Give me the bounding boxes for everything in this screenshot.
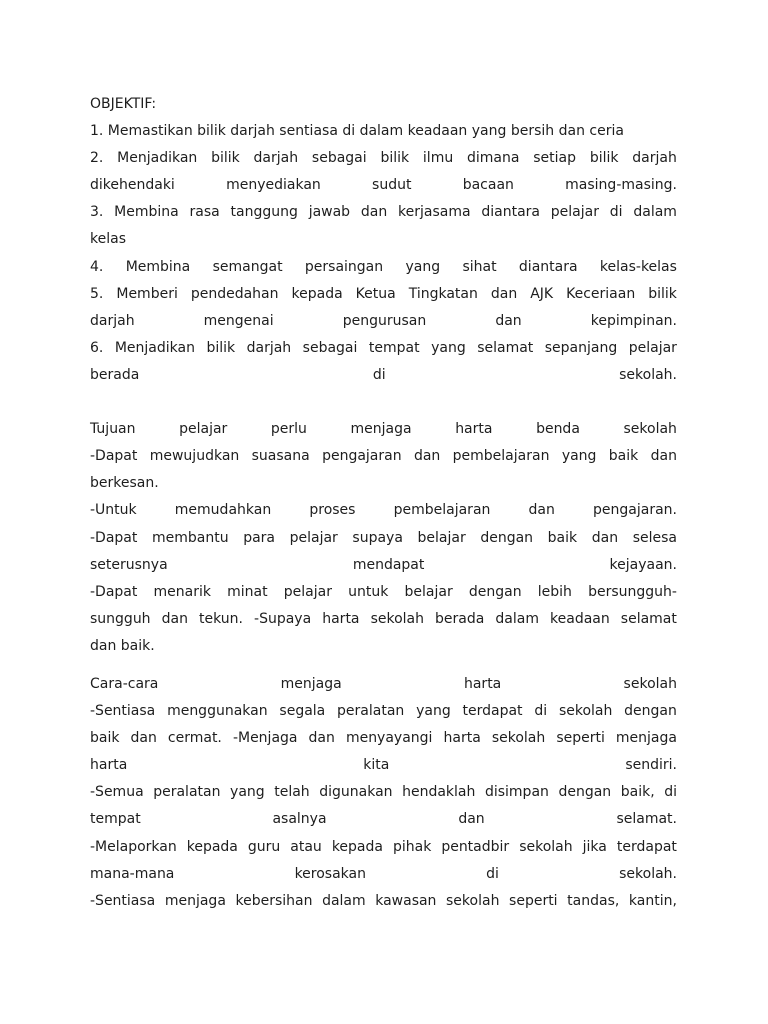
word: harta	[90, 757, 128, 774]
word: -Dapat	[90, 448, 138, 465]
word: sekolah	[370, 610, 424, 627]
word: menjaga	[164, 892, 226, 909]
word: sekolah	[623, 675, 677, 692]
word: -Supaya	[254, 610, 312, 627]
word: dan	[130, 730, 157, 747]
word: sekolah	[623, 421, 677, 438]
word: menyayangi	[345, 730, 433, 747]
text-line	[90, 752, 677, 779]
word: -Semua	[90, 784, 144, 801]
word: suasana	[251, 448, 310, 465]
text-line	[90, 443, 677, 470]
word: seperti	[556, 730, 605, 747]
word: pelajar	[550, 204, 599, 221]
word: dan	[495, 312, 522, 329]
word: kawasan	[375, 892, 437, 909]
word: dan	[591, 529, 619, 546]
text-line	[90, 172, 677, 199]
word: Cara-cara	[90, 675, 159, 692]
word: pendedahan	[190, 285, 279, 302]
word: jika	[582, 838, 607, 855]
text-line: 1. Memastikan bilik darjah sentiasa di dalam keadaan yang bersih dan ceria	[90, 123, 624, 140]
word: kepada	[291, 285, 343, 302]
word: supaya	[352, 529, 403, 546]
word: sekolah	[491, 730, 546, 747]
word: tempat	[90, 811, 141, 828]
word: sekolah	[446, 892, 500, 909]
word: -Sentiasa	[90, 703, 156, 720]
word: selamat.	[616, 811, 677, 828]
word: dan	[650, 448, 677, 465]
word: kepada	[186, 838, 238, 855]
word: dalam	[322, 892, 366, 909]
word: sebagai	[302, 339, 358, 356]
word: dan	[360, 204, 388, 221]
word: tanggung	[230, 204, 298, 221]
word: pembelajaran	[393, 502, 491, 519]
word: dan	[490, 285, 518, 302]
text-line	[90, 281, 677, 308]
word: -Untuk	[90, 502, 137, 519]
cara-section	[90, 671, 677, 915]
word: seterusnya	[90, 556, 168, 573]
word: sendiri.	[625, 757, 677, 774]
word: asalnya	[272, 811, 327, 828]
word: kepada	[331, 838, 383, 855]
word: sekolah	[519, 838, 573, 855]
word: menjaga	[350, 421, 412, 438]
text-line	[90, 861, 677, 888]
word: bilik	[648, 285, 677, 302]
word: bacaan	[462, 177, 514, 194]
word: disimpan	[484, 784, 549, 801]
word: kepimpinan.	[590, 312, 677, 329]
word: yang	[405, 258, 441, 275]
word: pelajar	[283, 583, 332, 600]
word: menjaga	[615, 730, 677, 747]
word: segala	[279, 703, 326, 720]
word: baik,	[620, 784, 655, 801]
word: digunakan	[319, 784, 393, 801]
word: darjah	[90, 312, 135, 329]
word: kelas-kelas	[599, 258, 677, 275]
word: dan	[458, 811, 485, 828]
word: telah	[274, 784, 310, 801]
word: harta	[322, 610, 360, 627]
word: proses	[309, 502, 356, 519]
word: dan	[308, 730, 335, 747]
word: setiap	[533, 150, 577, 167]
text-line: OBJEKTIF:	[90, 96, 157, 112]
word: hendaklah	[402, 784, 476, 801]
word: darjah	[632, 150, 677, 167]
word: -Melaporkan	[90, 838, 177, 855]
text-line: dan baik.	[90, 637, 155, 654]
word: membantu	[151, 529, 229, 546]
word: untuk	[348, 583, 389, 600]
word: sekolah	[558, 703, 613, 720]
word: 2.	[90, 150, 104, 167]
word: peralatan	[153, 784, 221, 801]
text-line	[90, 497, 677, 524]
word: ilmu	[422, 150, 454, 167]
word: menyediakan	[226, 177, 321, 194]
word: yang	[230, 784, 265, 801]
word: dalam	[633, 204, 677, 221]
word: di	[486, 865, 499, 882]
word: kita	[363, 757, 390, 774]
word: tempat	[368, 339, 420, 356]
word: bilik	[206, 339, 236, 356]
word: sebagai	[311, 150, 367, 167]
word: selamat	[477, 339, 534, 356]
word: harta	[463, 675, 502, 692]
word: belajar	[404, 583, 453, 600]
section-spacer	[90, 660, 677, 671]
text-line	[90, 335, 677, 362]
word: -Menjaga	[232, 730, 298, 747]
text-line	[90, 579, 677, 606]
word: Tingkatan	[408, 285, 478, 302]
word: sekolah.	[619, 865, 677, 882]
word: selamat	[620, 610, 677, 627]
word: dikehendaki	[90, 177, 175, 194]
word: seperti	[509, 892, 558, 909]
word: Membina	[114, 204, 179, 221]
word: kerjasama	[398, 204, 471, 221]
word: mewujudkan	[149, 448, 240, 465]
word: pelajar	[179, 421, 228, 438]
word: Tujuan	[90, 421, 136, 438]
word: dengan	[480, 529, 534, 546]
word: kerosakan	[294, 865, 366, 882]
word: 4.	[90, 258, 104, 275]
text-line	[90, 308, 677, 335]
word: terdapat	[462, 703, 523, 720]
word: Memberi	[116, 285, 178, 302]
word: mana-mana	[90, 865, 175, 882]
word: dan	[528, 502, 555, 519]
word: AJK	[530, 285, 554, 302]
word: menjaga	[280, 675, 342, 692]
word: baik	[608, 448, 639, 465]
word: belajar	[417, 529, 466, 546]
word: di	[609, 204, 623, 221]
word: para	[243, 529, 275, 546]
word: semangat	[212, 258, 283, 275]
word: pihak	[392, 838, 432, 855]
word: peralatan	[337, 703, 405, 720]
word: keadaan	[550, 610, 610, 627]
section-spacer	[90, 389, 677, 416]
word: sungguh	[90, 610, 151, 627]
word: mendapat	[352, 556, 425, 573]
word: yang	[561, 448, 597, 465]
word: dengan	[468, 583, 522, 600]
word: memudahkan	[174, 502, 272, 519]
text-line	[90, 552, 677, 579]
word: sepanjang	[544, 339, 618, 356]
word: Menjadikan	[114, 339, 195, 356]
word: mengenai	[203, 312, 274, 329]
word: 6.	[90, 339, 104, 356]
text-line	[90, 698, 677, 725]
word: sudut	[372, 177, 412, 194]
word: yang	[431, 339, 466, 356]
word: dengan	[558, 784, 612, 801]
word: Keceriaan	[566, 285, 636, 302]
word: dan	[413, 448, 441, 465]
word: persaingan	[304, 258, 384, 275]
document-page	[90, 91, 677, 915]
word: jawab	[308, 204, 351, 221]
word: dimana	[467, 150, 520, 167]
text-line	[90, 254, 677, 281]
word: rasa	[189, 204, 220, 221]
word: berada	[90, 366, 140, 383]
text-line: kelas	[90, 231, 126, 248]
word: harta	[443, 730, 481, 747]
word: pentadbir	[441, 838, 510, 855]
word: minat	[227, 583, 268, 600]
objektif-section	[90, 91, 677, 389]
word: menggunakan	[167, 703, 268, 720]
text-line	[90, 525, 677, 552]
tujuan-section	[90, 416, 677, 660]
text-line	[90, 725, 677, 752]
text-line	[90, 779, 677, 806]
word: 5.	[90, 285, 104, 302]
word: berada	[435, 610, 485, 627]
word: dengan	[624, 703, 677, 720]
word: darjah	[246, 339, 292, 356]
word: benda	[536, 421, 580, 438]
text-line	[90, 806, 677, 833]
text-line	[90, 888, 677, 915]
word: kejayaan.	[609, 556, 677, 573]
word: bilik	[380, 150, 410, 167]
word: bersungguh-	[588, 583, 677, 600]
word: lebih	[537, 583, 572, 600]
word: yang	[416, 703, 451, 720]
word: dan	[161, 610, 188, 627]
word: di	[372, 366, 386, 383]
word: pengajaran.	[593, 502, 677, 519]
word: sekolah.	[619, 366, 677, 383]
text-line	[90, 671, 677, 698]
word: pelajar	[628, 339, 677, 356]
word: baik	[90, 730, 120, 747]
text-line	[90, 199, 677, 226]
text-line	[90, 362, 677, 389]
word: kebersihan	[235, 892, 313, 909]
word: masing-masing.	[565, 177, 677, 194]
word: -Sentiasa	[90, 892, 156, 909]
word: Membina	[125, 258, 191, 275]
word: -Dapat	[90, 583, 138, 600]
word: tekun.	[199, 610, 243, 627]
word: kantin,	[628, 892, 677, 909]
word: 3.	[90, 204, 104, 221]
word: diantara	[518, 258, 578, 275]
word: -Dapat	[90, 529, 138, 546]
word: pembelajaran	[452, 448, 550, 465]
word: atau	[290, 838, 322, 855]
word: harta	[455, 421, 493, 438]
word: guru	[247, 838, 281, 855]
word: bilik	[211, 150, 240, 167]
word: menarik	[153, 583, 211, 600]
text-line	[90, 416, 677, 443]
word: cermat.	[167, 730, 222, 747]
word: selesa	[632, 529, 677, 546]
word: di	[534, 703, 548, 720]
text-line	[90, 145, 677, 172]
text-line	[90, 834, 677, 861]
word: pelajar	[289, 529, 338, 546]
text-line: berkesan.	[90, 475, 159, 492]
word: sihat	[462, 258, 497, 275]
word: terdapat	[616, 838, 677, 855]
word: bilik	[589, 150, 619, 167]
word: Menjadikan	[117, 150, 198, 167]
word: di	[664, 784, 677, 801]
word: pengurusan	[342, 312, 427, 329]
word: dalam	[495, 610, 539, 627]
word: baik	[547, 529, 578, 546]
word: pengajaran	[322, 448, 402, 465]
word: diantara	[481, 204, 540, 221]
word: Ketua	[355, 285, 396, 302]
word: tandas,	[567, 892, 620, 909]
word: perlu	[270, 421, 307, 438]
word: darjah	[253, 150, 299, 167]
text-line	[90, 606, 677, 633]
